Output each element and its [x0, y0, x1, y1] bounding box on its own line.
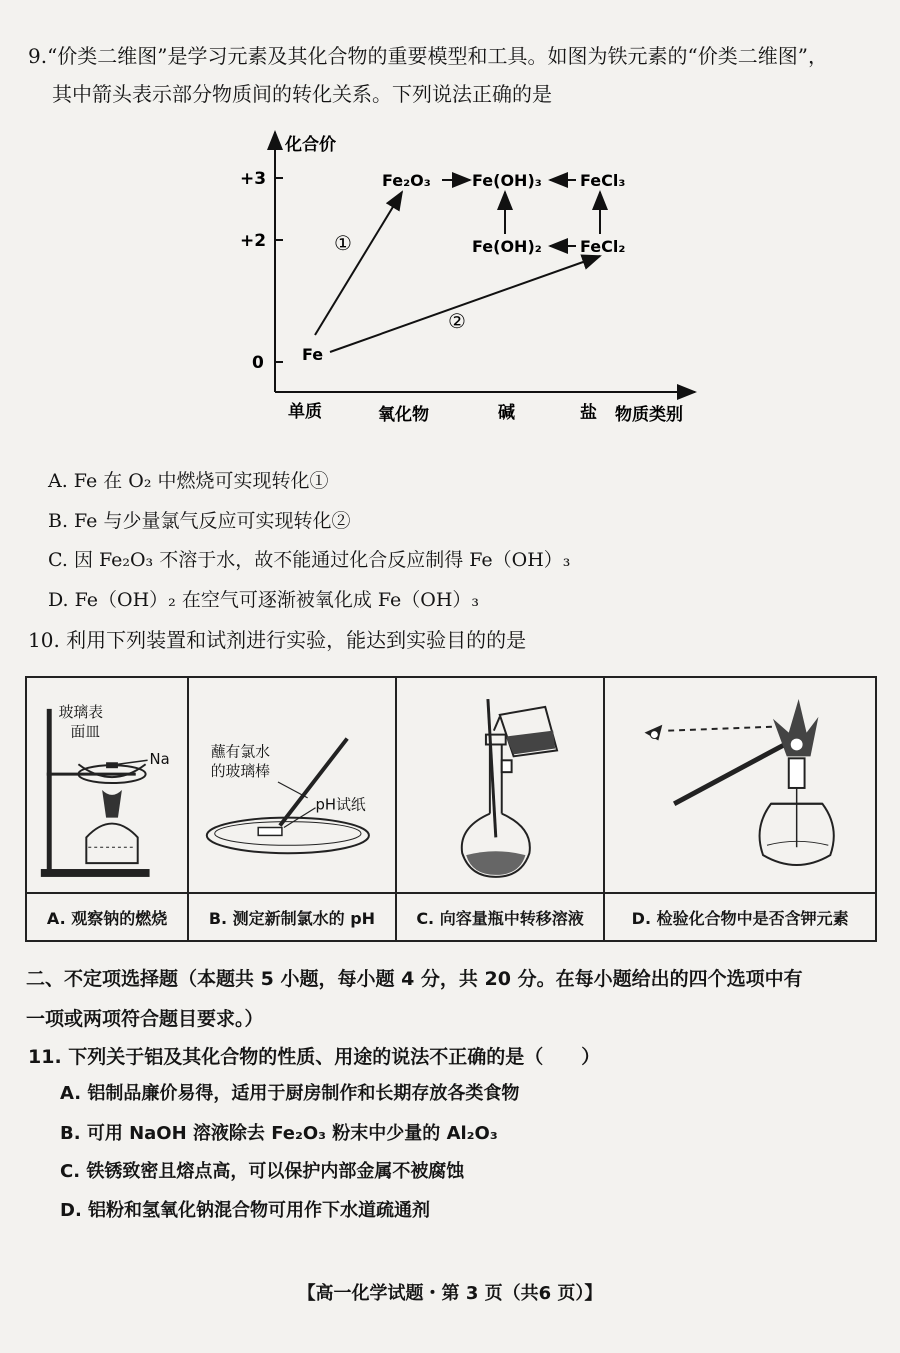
ph-test-apparatus	[189, 678, 395, 892]
y-tick-plus3: +3	[240, 169, 267, 189]
label-na: Na	[149, 751, 170, 769]
label-watch-glass: 玻璃表	[58, 703, 104, 721]
caption-a: A. 观察钠的燃烧	[26, 893, 188, 941]
y-axis-label: 化合价	[285, 135, 336, 155]
q9-option-c: C. 因 Fe₂O₃ 不溶于水，故不能通过化合反应制得 Fe（OH）₃	[48, 549, 571, 571]
conversion-arrow-1	[315, 192, 402, 335]
q9-option-a: A. Fe 在 O₂ 中燃烧可实现转化①	[48, 470, 329, 492]
x-axis-label: 物质类别	[615, 405, 683, 425]
y-tick-plus2: +2	[240, 231, 267, 251]
label-watch-glass-2: 面皿	[70, 723, 101, 741]
section2-heading-line2: 一项或两项符合题目要求。）	[26, 1008, 264, 1030]
apparatus-b	[188, 677, 396, 893]
page-footer: 【高一化学试题・第 3 页（共6 页）】	[297, 1283, 603, 1304]
q10-stem: 10. 利用下列装置和试剂进行实验，能达到实验目的的是	[28, 628, 527, 652]
species-fe: Fe	[302, 345, 324, 364]
valence-class-diagram	[230, 120, 710, 440]
label-ph-paper: pH试纸	[315, 796, 366, 814]
species-fe2o3: Fe₂O₃	[382, 171, 431, 190]
label-chlorine-rod: 蘸有氯水	[210, 743, 271, 761]
label-chlorine-rod-2: 的玻璃棒	[210, 763, 271, 781]
apparatus-table	[25, 676, 877, 942]
species-fecl2: FeCl₂	[580, 237, 626, 256]
x-tick-base: 碱	[498, 403, 515, 423]
apparatus-c	[396, 677, 605, 893]
q11-option-d: D. 铝粉和氢氧化钠混合物可用作下水道疏通剂	[60, 1200, 431, 1221]
caption-b: B. 测定新制氯水的 pH	[188, 893, 396, 941]
q11-option-a: A. 铝制品廉价易得，适用于厨房制作和长期存放各类食物	[60, 1083, 520, 1104]
marker-1: ①	[334, 231, 352, 255]
species-fecl3: FeCl₃	[580, 171, 626, 190]
species-feoh2: Fe(OH)₂	[472, 237, 542, 256]
marker-2: ②	[448, 309, 466, 333]
volumetric-flask-apparatus	[397, 678, 604, 892]
caption-d: D. 检验化合物中是否含钾元素	[604, 893, 876, 941]
x-tick-oxide: 氧化物	[378, 405, 429, 425]
apparatus-a	[26, 677, 188, 893]
flame-test-apparatus	[605, 678, 875, 892]
sodium-burning-apparatus	[27, 678, 187, 892]
q9-stem-line2: 其中箭头表示部分物质间的转化关系。下列说法正确的是	[52, 82, 552, 106]
q9-stem-line1: 9.“价类二维图”是学习元素及其化合物的重要模型和工具。如图为铁元素的“价类二维图”，	[28, 44, 828, 68]
apparatus-d	[604, 677, 876, 893]
q11-option-c: C. 铁锈致密且熔点高，可以保护内部金属不被腐蚀	[60, 1161, 465, 1182]
caption-c: C. 向容量瓶中转移溶液	[396, 893, 605, 941]
x-tick-salt: 盐	[580, 403, 597, 423]
q9-option-b: B. Fe 与少量氯气反应可实现转化②	[48, 510, 351, 532]
x-tick-element: 单质	[288, 402, 322, 422]
q9-option-d: D. Fe（OH）₂ 在空气可逐渐被氧化成 Fe（OH）₃	[48, 589, 480, 611]
species-feoh3: Fe(OH)₃	[472, 171, 542, 190]
q11-option-b: B. 可用 NaOH 溶液除去 Fe₂O₃ 粉末中少量的 Al₂O₃	[60, 1123, 498, 1144]
conversion-arrow-2	[330, 256, 600, 352]
y-tick-0: 0	[252, 353, 264, 373]
q11-stem: 11. 下列关于铝及其化合物的性质、用途的说法不正确的是（ ）	[28, 1046, 601, 1068]
section2-heading-line1: 二、不定项选择题（本题共 5 小题，每小题 4 分，共 20 分。在每小题给出的四个选项中有	[26, 968, 803, 990]
